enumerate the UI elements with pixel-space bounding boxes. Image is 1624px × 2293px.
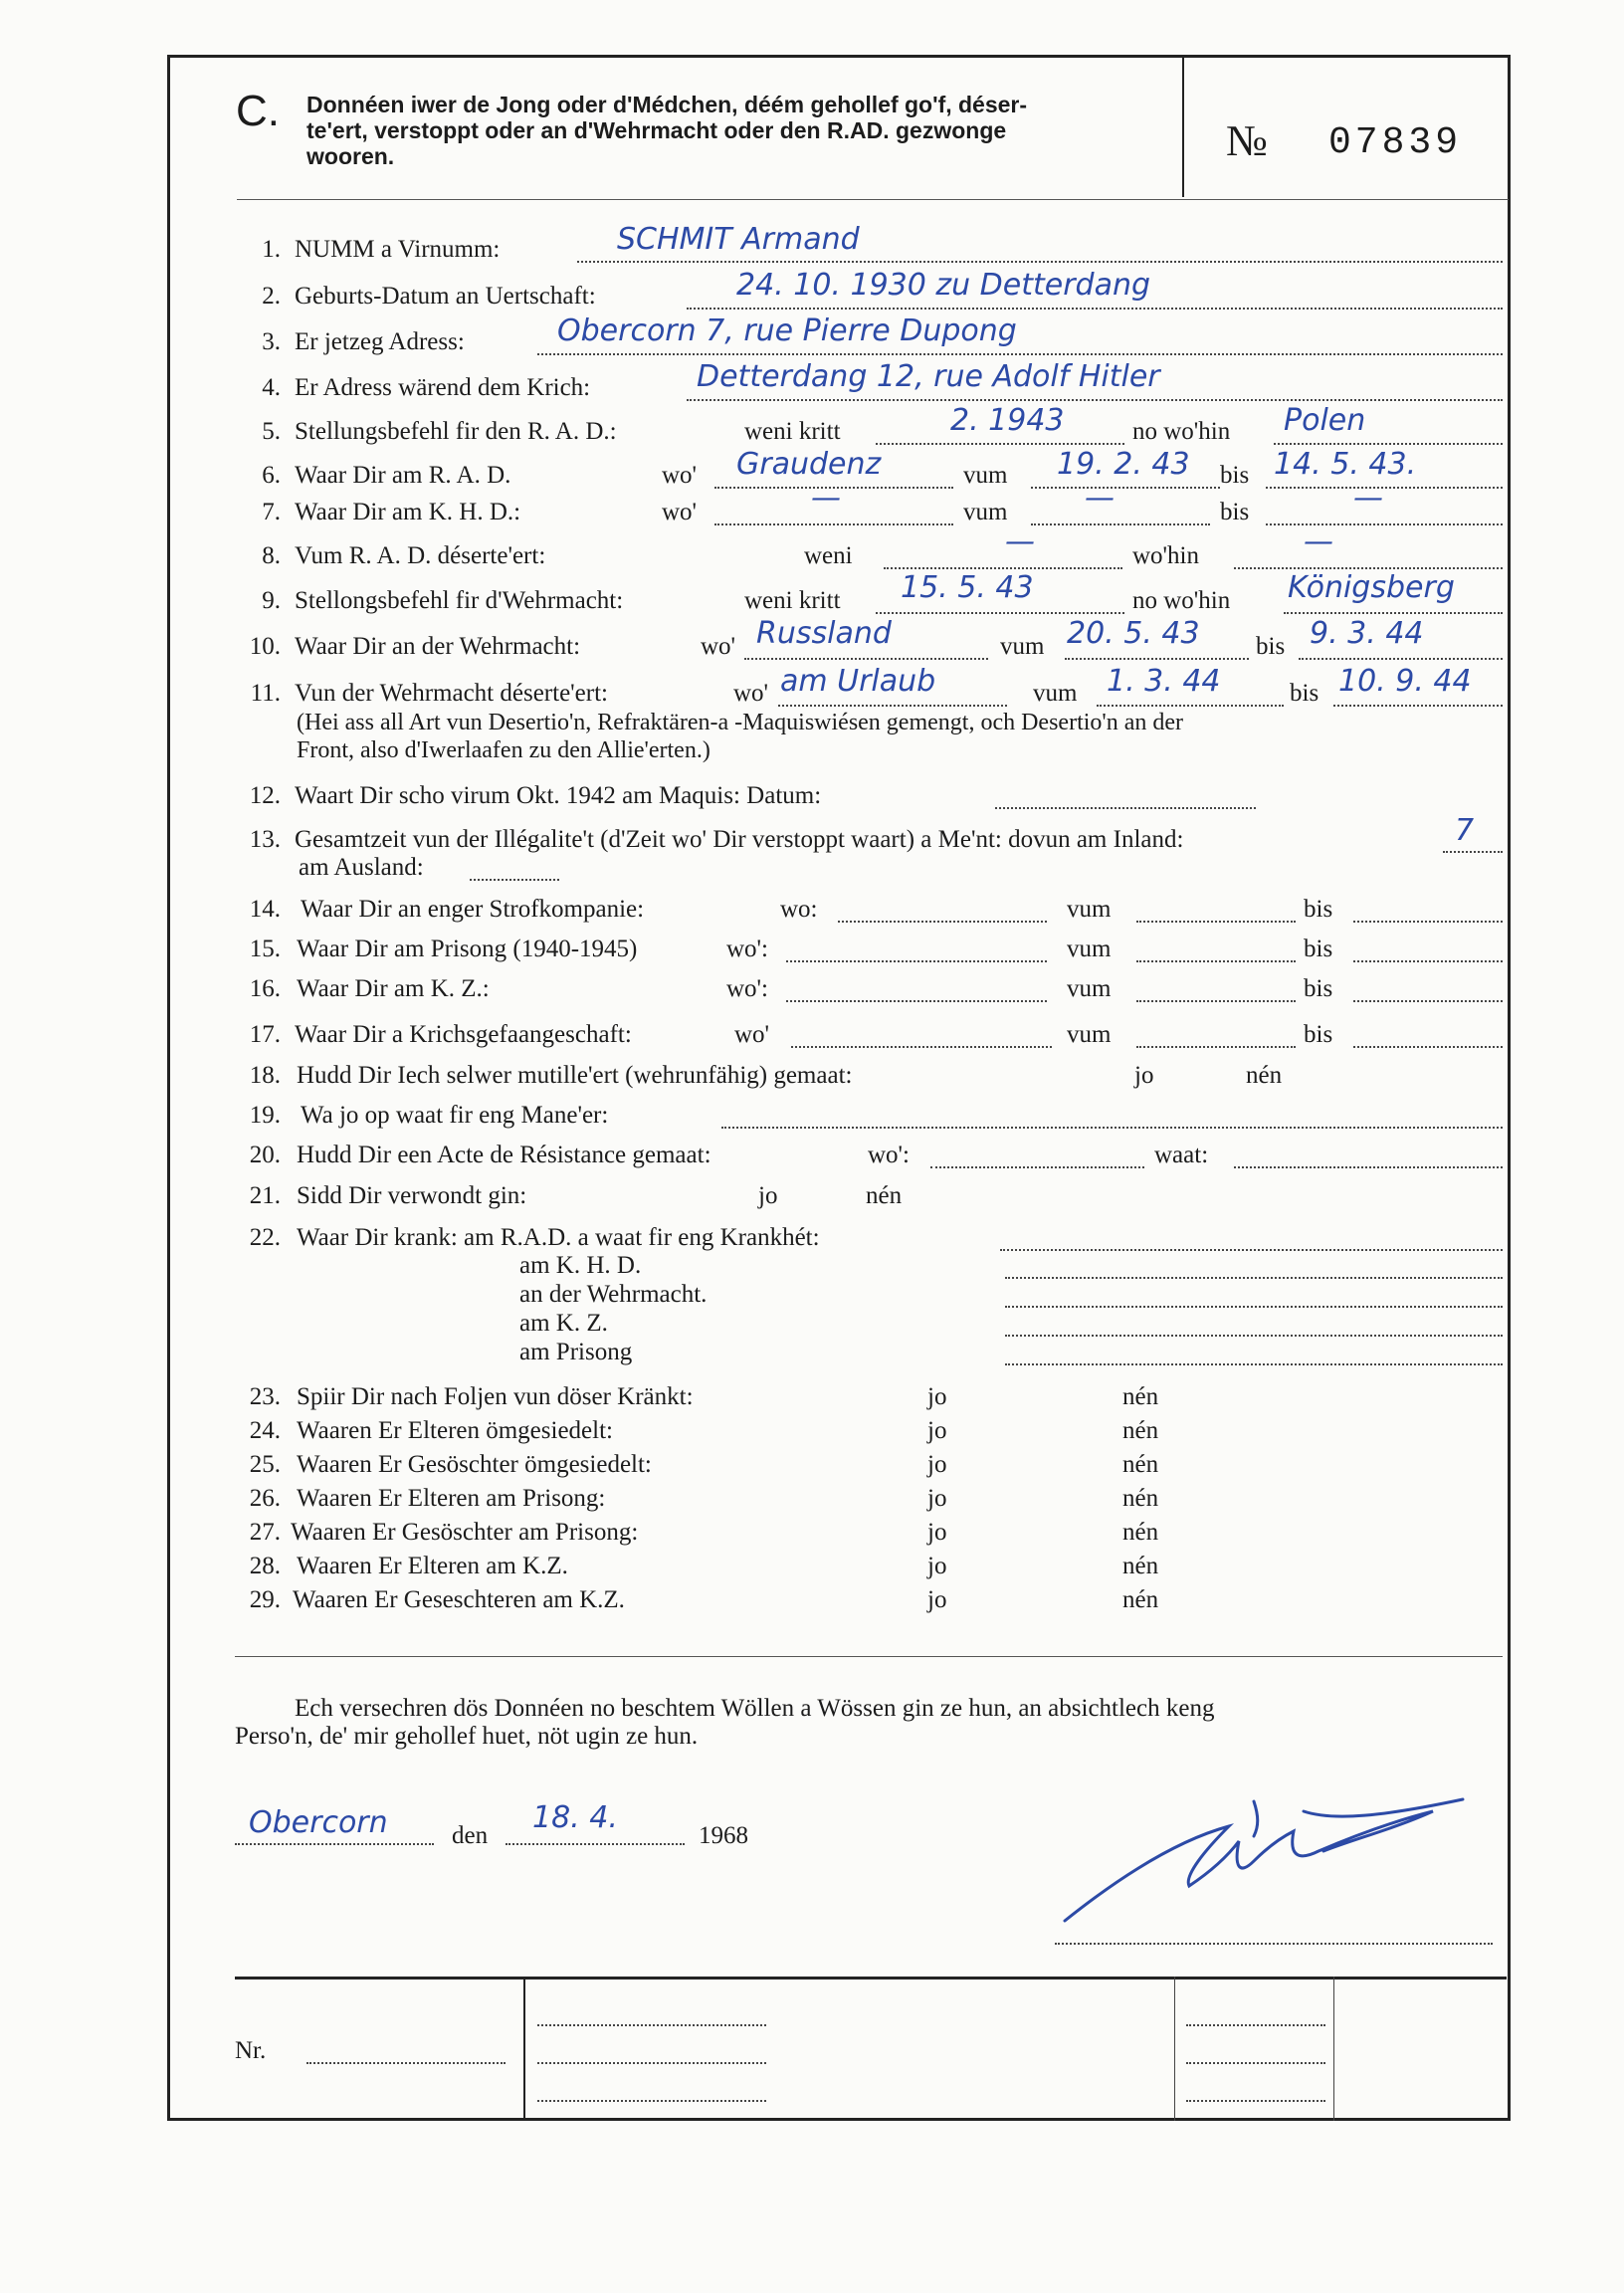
declaration-line: Ech versechren dös Donnéen no beschtem Wöllen a Wössen gin ze hun, an absichtlech keng (295, 1695, 1215, 1722)
fill-line (537, 2100, 766, 2102)
item-label: Er Adress wärend dem Krich: (295, 374, 591, 401)
item-label: Waar Dir am Prisong (1940-1945) (297, 936, 638, 962)
item-number: 23. (249, 1383, 281, 1410)
khd-until: — (1353, 481, 1383, 516)
weni-label: weni kritt (744, 587, 841, 614)
desertion-place: am Urlaub (780, 664, 936, 699)
wo-label: wo: (780, 896, 818, 923)
footer-divider (523, 1977, 525, 2121)
vum-label: vum (1000, 633, 1045, 660)
fill-line (1031, 487, 1220, 489)
jo-option: jo (1134, 1062, 1154, 1089)
section-title-line: wooren. (306, 143, 395, 169)
item-label: Waaren Er Elteren ömgesiedelt: (297, 1417, 613, 1444)
bis-label: bis (1304, 975, 1333, 1002)
fill-line (1005, 1277, 1503, 1279)
wo-label: wo': (726, 975, 769, 1002)
fill-line (537, 2062, 766, 2064)
item-label: Sidd Dir verwondt gin: (297, 1182, 527, 1209)
fill-line (1005, 1363, 1503, 1365)
fill-line (537, 2024, 766, 2026)
bis-label: bis (1256, 633, 1286, 660)
birth-value: 24. 10. 1930 zu Detterdang (736, 268, 1151, 303)
fill-line (786, 1000, 1047, 1002)
nowohin-label: no wo'hin (1132, 587, 1231, 614)
nen-option: nén (1122, 1519, 1159, 1546)
desertion-note: (Hei ass all Art vun Desertio'n, Refraktären-a -Maquiswiésen gemengt, och Desertio'n an der (297, 710, 1184, 735)
den-label: den (452, 1822, 489, 1849)
inland-months-value: 7 (1455, 813, 1475, 848)
name-value: SCHMIT Armand (617, 222, 860, 257)
fill-line (1065, 658, 1249, 660)
nen-option: nén (866, 1182, 903, 1209)
bis-label: bis (1304, 936, 1333, 962)
wohin-label: wo'hin (1132, 542, 1200, 569)
item-label: Waar Dir am K. H. D.: (295, 499, 521, 525)
fill-line (1186, 2100, 1325, 2102)
item-label: Vum R. A. D. déserte'ert: (295, 542, 546, 569)
fill-line (778, 705, 1007, 707)
fill-line (306, 2062, 506, 2064)
item-label: Stellungsbefehl fir den R. A. D.: (295, 418, 617, 445)
fill-line (1353, 921, 1503, 923)
waat-label: waat: (1154, 1142, 1209, 1168)
item-label: Waar Dir an enger Strofkompanie: (301, 896, 645, 923)
fill-line (1136, 921, 1296, 923)
fill-line (1005, 1335, 1503, 1337)
fill-line (884, 567, 1122, 569)
bis-label: bis (1220, 462, 1250, 489)
item-number: 26. (249, 1485, 281, 1512)
fill-line (876, 443, 1124, 445)
current-address-value: Obercorn 7, rue Pierre Dupong (557, 313, 1017, 348)
nen-option: nén (1246, 1062, 1283, 1089)
item-label: Waar Dir a Krichsgefaangeschaft: (295, 1021, 632, 1048)
rad-order-date: 2. 1943 (950, 403, 1065, 438)
item-number: 6. (262, 462, 281, 489)
rad-until: 14. 5. 43. (1274, 447, 1417, 482)
wehrmacht-from: 20. 5. 43 (1067, 616, 1200, 651)
item-number: 1. (262, 236, 281, 263)
nen-option: nén (1122, 1553, 1159, 1579)
item-number: 9. (262, 587, 281, 614)
vum-label: vum (1067, 896, 1112, 923)
year-label: 1968 (699, 1822, 748, 1849)
fill-line (1266, 523, 1503, 525)
wo-label: wo' (701, 633, 736, 660)
item-number: 3. (262, 328, 281, 355)
jo-option: jo (927, 1451, 947, 1478)
section-title (306, 92, 1172, 169)
fill-line (930, 1166, 1144, 1168)
nowohin-label: no wo'hin (1132, 418, 1231, 445)
fill-line (577, 261, 1503, 263)
fill-line (537, 353, 1503, 355)
fill-line (1274, 443, 1503, 445)
item-number: 25. (249, 1451, 281, 1478)
item-label: Gesamtzeit vun der Illégalite't (d'Zeit wo' Dir verstoppt waart) a Me'nt: dovun am Inland: (295, 826, 1184, 853)
bis-label: bis (1290, 680, 1320, 707)
rad-from: 19. 2. 43 (1057, 447, 1190, 482)
item-label: NUMM a Virnumm: (295, 236, 501, 263)
number-sign: № (1226, 116, 1268, 165)
wo-label: wo': (868, 1142, 911, 1168)
nen-option: nén (1122, 1485, 1159, 1512)
khd-from: — (1085, 481, 1115, 516)
illness-sub-label: am Prisong (519, 1339, 633, 1365)
item-label: Hudd Dir Iech selwer mutille'ert (wehrunfähig) gemaat: (297, 1062, 853, 1089)
vum-label: vum (1067, 975, 1112, 1002)
desertion-from: 1. 3. 44 (1107, 664, 1221, 699)
wo-label: wo' (734, 1021, 770, 1048)
wehrmacht-place: Russland (756, 616, 892, 651)
vum-label: vum (1033, 680, 1078, 707)
item-number: 12. (249, 782, 281, 809)
item-number: 19. (249, 1102, 281, 1129)
fill-line (1266, 487, 1503, 489)
header-divider (1182, 58, 1184, 197)
item-number: 7. (262, 499, 281, 525)
nen-option: nén (1122, 1451, 1159, 1478)
desertion-until: 10. 9. 44 (1338, 664, 1472, 699)
fill-line (791, 1046, 1052, 1048)
item-label: Waaren Er Gesöschter ömgesiedelt: (297, 1451, 652, 1478)
vum-label: vum (963, 462, 1008, 489)
footer-rule (235, 1977, 1507, 1980)
item-label: Er jetzeg Adress: (295, 328, 465, 355)
illness-sub-label: an der Wehrmacht. (519, 1281, 708, 1308)
vum-label: vum (1067, 1021, 1112, 1048)
item-number: 8. (262, 542, 281, 569)
fill-line (721, 1127, 1503, 1129)
item-number: 10. (249, 633, 281, 660)
item-label: Waar Dir am K. Z.: (297, 975, 490, 1002)
fill-line (1353, 960, 1503, 962)
declaration-rule (235, 1656, 1503, 1657)
wo-label: wo' (662, 499, 698, 525)
item-number: 17. (249, 1021, 281, 1048)
section-letter: C. (236, 87, 280, 135)
item-number: 13. (249, 826, 281, 853)
header-rule (237, 199, 1509, 200)
rad-order-destination: Polen (1284, 403, 1366, 438)
rad-desertion-destination: — (1304, 524, 1333, 559)
fill-line (1005, 1306, 1503, 1308)
fill-line (1353, 1046, 1503, 1048)
item-number: 15. (249, 936, 281, 962)
item-number: 21. (249, 1182, 281, 1209)
fill-line (470, 879, 559, 881)
item-number: 24. (249, 1417, 281, 1444)
jo-option: jo (927, 1586, 947, 1613)
item-number: 20. (249, 1142, 281, 1168)
fill-line (714, 523, 953, 525)
signature-line (1055, 1943, 1493, 1945)
desertion-note: Front, also d'Iwerlaafen zu den Allie'erten.) (297, 737, 710, 763)
signing-date: 18. 4. (532, 1800, 618, 1835)
signature (1055, 1781, 1473, 1941)
jo-option: jo (927, 1485, 947, 1512)
item-number: 18. (249, 1062, 281, 1089)
footer-divider (1333, 1977, 1334, 2121)
wehrmacht-order-destination: Königsberg (1288, 570, 1455, 605)
fill-line (995, 807, 1256, 809)
item-label: Wa jo op waat fir eng Mane'er: (301, 1102, 609, 1129)
fill-line (687, 399, 1503, 401)
item-label: Stellongsbefehl fir d'Wehrmacht: (295, 587, 624, 614)
section-title-line: Donnéen iwer de Jong oder d'Médchen, déém gehollef go'f, déser- (306, 92, 1028, 117)
item-label: Waart Dir scho virum Okt. 1942 am Maquis: Datum: (295, 782, 822, 809)
fill-line (1000, 1249, 1503, 1251)
war-address-value: Detterdang 12, rue Adolf Hitler (697, 359, 1160, 394)
item-number: 27. (249, 1519, 281, 1546)
fill-line (506, 1843, 685, 1845)
illness-sub-label: am K. Z. (519, 1310, 608, 1337)
item-label: Vun der Wehrmacht déserte'ert: (295, 680, 608, 707)
bis-label: bis (1304, 1021, 1333, 1048)
item-sublabel: am Ausland: (299, 854, 424, 881)
illness-sub-label: am K. H. D. (519, 1252, 642, 1279)
footer-divider (1174, 1977, 1175, 2121)
item-number: 11. (250, 680, 281, 707)
fill-line (1284, 612, 1503, 614)
fill-line (838, 921, 1047, 923)
bis-label: bis (1304, 896, 1333, 923)
rad-place: Graudenz (736, 447, 882, 482)
fill-line (687, 308, 1503, 310)
item-label: Hudd Dir een Acte de Résistance gemaat: (297, 1142, 711, 1168)
item-number: 4. (262, 374, 281, 401)
rad-desertion-date: — (1005, 524, 1035, 559)
fill-line (1136, 1046, 1296, 1048)
khd-place: — (811, 481, 841, 516)
fill-line (1136, 1000, 1296, 1002)
jo-option: jo (927, 1553, 947, 1579)
fill-line (786, 960, 1047, 962)
signing-place: Obercorn (249, 1805, 388, 1840)
item-number: 2. (262, 283, 281, 310)
nen-option: nén (1122, 1417, 1159, 1444)
fill-line (235, 1843, 434, 1845)
wehrmacht-order-date: 15. 5. 43 (901, 570, 1034, 605)
item-number: 14. (249, 896, 281, 923)
item-label: Waar Dir am R. A. D. (295, 462, 511, 489)
nen-option: nén (1122, 1383, 1159, 1410)
item-label: Spiir Dir nach Foljen vun döser Kränkt: (297, 1383, 694, 1410)
declaration-line: Perso'n, de' mir gehollef huet, nöt ugin ze hun. (235, 1723, 699, 1750)
wo-label: wo' (662, 462, 698, 489)
fill-line (1097, 705, 1284, 707)
jo-option: jo (927, 1519, 947, 1546)
bis-label: bis (1220, 499, 1250, 525)
fill-line (1353, 1000, 1503, 1002)
wo-label: wo': (726, 936, 769, 962)
fill-line (1234, 567, 1503, 569)
nen-option: nén (1122, 1586, 1159, 1613)
fill-line (876, 612, 1124, 614)
item-label: Waar Dir an der Wehrmacht: (295, 633, 581, 660)
item-number: 29. (249, 1586, 281, 1613)
jo-option: jo (927, 1417, 947, 1444)
nr-label: Nr. (235, 2037, 267, 2064)
weni-label: weni kritt (744, 418, 841, 445)
item-label: Waaren Er Gesöschter am Prisong: (291, 1519, 639, 1546)
weni-label: weni (804, 542, 853, 569)
fill-line (1136, 960, 1296, 962)
item-number: 28. (249, 1553, 281, 1579)
item-label: Geburts-Datum an Uertschaft: (295, 283, 596, 310)
fill-line (1186, 2024, 1325, 2026)
fill-line (1333, 705, 1503, 707)
jo-option: jo (758, 1182, 778, 1209)
item-number: 22. (249, 1224, 281, 1251)
item-number: 5. (262, 418, 281, 445)
fill-line (744, 658, 988, 660)
fill-line (1186, 2062, 1325, 2064)
section-title-line: te'ert, verstoppt oder an d'Wehrmacht oder den R.AD. gezwonge (306, 117, 1007, 143)
item-label: Waaren Er Geseschteren am K.Z. (293, 1586, 625, 1613)
item-number: 16. (249, 975, 281, 1002)
fill-line (1031, 523, 1210, 525)
item-label: Waar Dir krank: am R.A.D. a waat fir eng Krankhét: (297, 1224, 820, 1251)
wo-label: wo' (733, 680, 769, 707)
vum-label: vum (963, 499, 1008, 525)
wehrmacht-until: 9. 3. 44 (1310, 616, 1424, 651)
fill-line (1234, 1166, 1503, 1168)
form-number: 07839 (1328, 121, 1463, 164)
vum-label: vum (1067, 936, 1112, 962)
fill-line (1443, 851, 1503, 853)
item-label: Waaren Er Elteren am Prisong: (297, 1485, 606, 1512)
item-label: Waaren Er Elteren am K.Z. (297, 1553, 568, 1579)
fill-line (1299, 658, 1503, 660)
jo-option: jo (927, 1383, 947, 1410)
